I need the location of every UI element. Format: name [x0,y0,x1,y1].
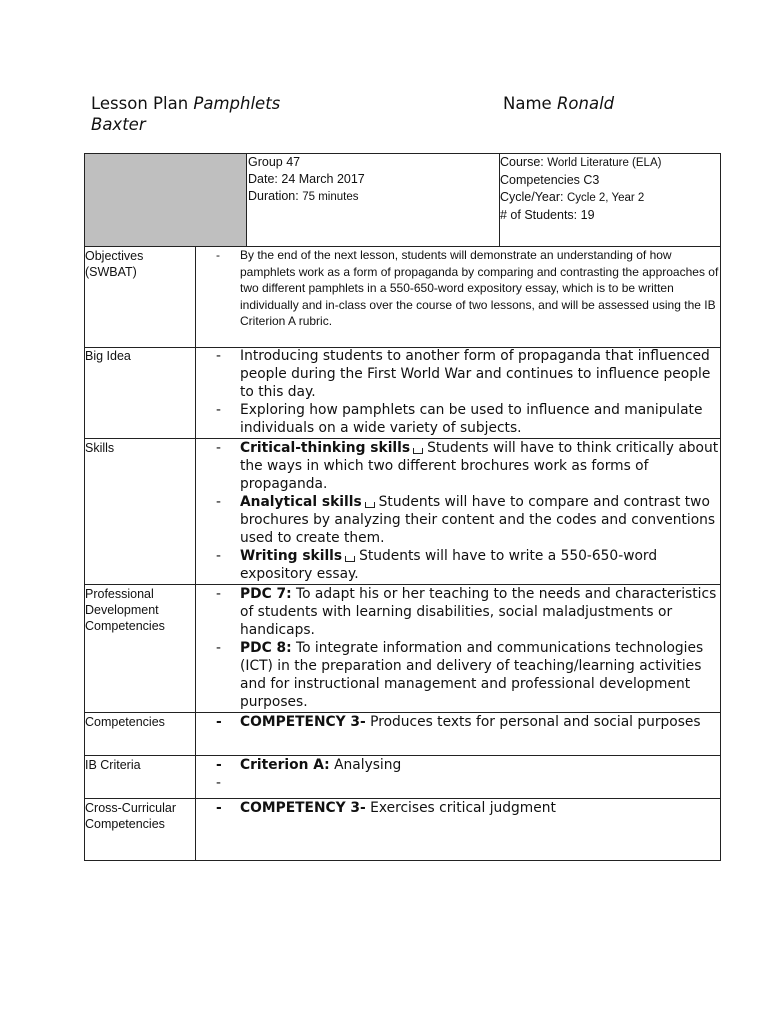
big-idea-content [216,347,720,437]
name-line [503,93,614,114]
ib-criteria-label: IB Criteria [85,758,141,772]
skills-label-cell [84,438,196,585]
competencies-info-value: C3 [583,173,600,187]
students-value: 19 [580,208,595,222]
skills-label: Skills [85,441,115,455]
skills-content [216,439,720,583]
skills-item: - Analytical skills Students will have to compare and contrast two brochures by analyzing their content and the codes and conventions used to create them. [216,494,716,546]
ib-criteria-code: Criterion A: [240,757,330,773]
big-idea-item: - Introducing students to another form of propaganda that influenced people during the First World War and continues to influence people to this day. [216,348,711,400]
duration-line [248,188,498,206]
pdc-code-1: PDC 7: [240,586,292,602]
course-info [500,154,720,224]
pdc-code-2: PDC 8: [240,640,292,656]
cycle-label: Cycle/Year: [500,190,564,204]
pdc-label: Professional Development Competencies [85,587,165,633]
date-label: Date: [248,172,278,186]
objectives-text: By the end of the next lesson, students will demonstrate an understanding of how pamphlets work as a form of propaganda by comparing and contrasting the approaches of two different pamphlets in a 550-650-word expository essay, which is to be written individually and in-class over the course of two lessons, and will be assessed using the IB Criterion A rubric. [240,248,719,328]
course-label: Course: [500,155,544,169]
cross-curricular-code: COMPETENCY 3- [240,800,366,816]
competencies-line [500,172,720,189]
big-idea-label: Big Idea [85,349,131,363]
date-line [248,171,498,188]
objectives-label: Objectives (SWBAT) [85,249,144,279]
ib-criteria-text: Analysing [334,757,402,773]
objectives-item: - By the end of the next lesson, students will demonstrate an understanding of how pamphlets work as a form of propaganda by comparing and contrasting the approaches of two different pamphlets in a 550-650-word expository essay, which is to be written individually and in-class over the course of two lessons, and will be assessed using the IB Criterion A rubric. [216,248,719,328]
big-idea-item: - Exploring how pamphlets can be used to influence and manipulate individuals on a wide variety of subjects. [216,402,703,436]
cross-curricular-text: Exercises critical judgment [370,800,556,816]
course-line [500,154,720,172]
cross-curricular-item: - COMPETENCY 3- Exercises critical judgment [216,800,556,816]
cycle-line [500,189,720,207]
cross-curricular-label: Cross-Curricular Competencies [85,801,176,831]
ib-criteria-content: - Criterion A: Analysing - [216,756,720,774]
competencies-text: Produces texts for personal and social purposes [370,714,701,730]
name-first: Ronald [556,94,615,113]
cross-curricular-content [216,799,720,817]
skill-name-1: Critical-thinking skills [240,440,411,456]
students-line [500,207,720,224]
lesson-plan-title [91,93,351,135]
ib-criteria-item: - Criterion A: Analysing [216,757,402,773]
objectives-content [216,247,720,330]
lesson-label: Lesson Plan [91,94,189,113]
course-value: World Literature (ELA) [547,157,662,169]
competencies-item: - COMPETENCY 3- Produces texts for personal and social purposes [216,714,701,730]
competencies-info-label: Competencies [500,173,580,187]
pdc-item: - PDC 8: To integrate information and communications technologies (ICT) in the preparation and delivery of teaching/learning activities and for instructional management and professional development purposes. [216,640,704,710]
pdc-item: - PDC 7: To adapt his or her teaching to the needs and characteristics of students with learning disabilities, social maladjustments or handicaps. [216,586,717,638]
skill-name-2: Analytical skills [240,494,362,510]
big-idea-text-1: Introducing students to another form of propaganda that influenced people during the First World War and continues to influence people to this day. [240,348,711,400]
group-text: Group 47 [248,155,301,169]
date-value: 24 March 2017 [281,172,365,186]
pdc-content [216,585,720,711]
skill-name-3: Writing skills [240,548,343,564]
skills-item: - Critical-thinking skills Students will have to think critically about the ways in which two different brochures work as forms of propaganda. [216,440,719,492]
group-info [248,154,498,206]
duration-label: Duration: [248,189,299,203]
pdc-text-2: To integrate information and communications technologies (ICT) in the preparation and delivery of teaching/learning activities and for instructional management and professional development purposes. [240,640,704,710]
competencies-content [216,713,720,731]
pdc-text-1: To adapt his or her teaching to the needs and characteristics of students with learning disabilities, social maladjustments or handicaps. [240,586,717,638]
skills-item: - Writing skills Students will have to write a 550-650-word expository essay. [216,548,658,582]
competencies-code: COMPETENCY 3- [240,714,366,730]
name-last: Baxter [91,115,146,134]
skill-text-2: Students will have to compare and contrast two brochures by analyzing their content and the codes and conventions used to create them. [240,494,716,546]
competencies-label: Competencies [85,715,165,729]
cycle-value: Cycle 2, Year 2 [566,192,645,204]
lesson-title: Pamphlets [193,94,281,113]
name-label: Name [503,94,552,113]
big-idea-text-2: Exploring how pamphlets can be used to influence and manipulate individuals on a wide variety of subjects. [240,402,703,436]
skill-text-1: Students will have to think critically about the ways in which two different brochures work as forms of propaganda. [240,440,719,492]
students-label: # of Students: [500,208,578,222]
duration-value: 75 minutes [302,191,359,203]
grey-header-cell [84,153,247,247]
skill-text-3: Students will have to write a 550-650-word expository essay. [240,548,658,582]
